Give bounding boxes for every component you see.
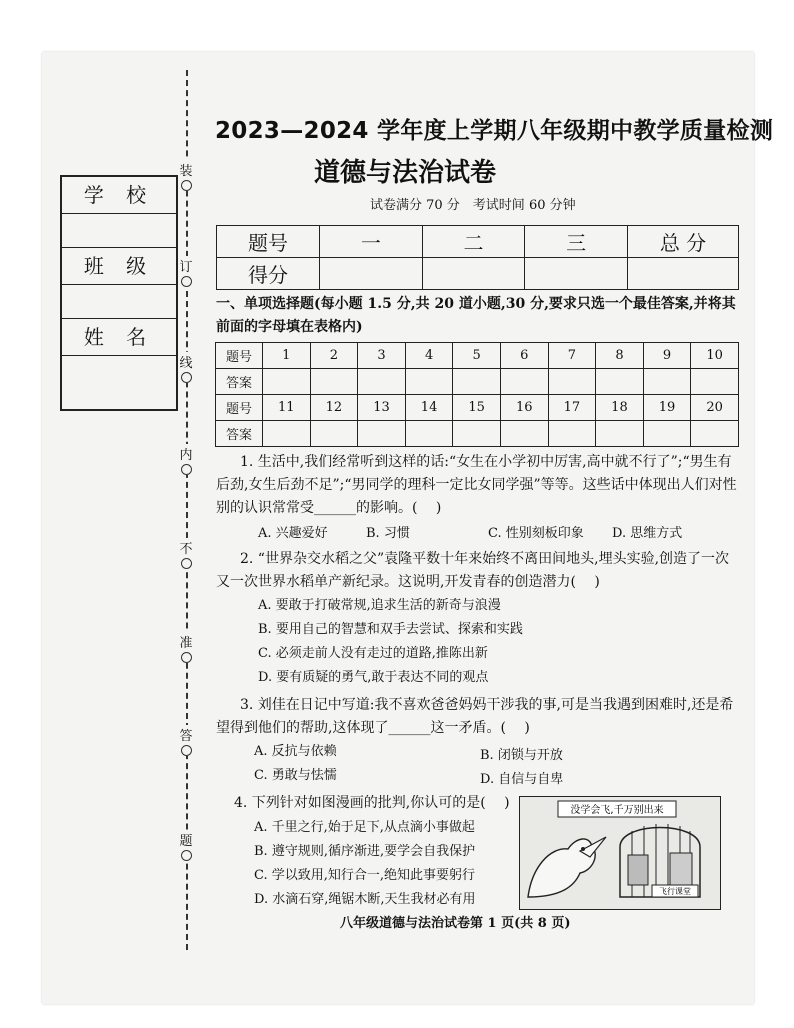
cartoon-cage-label: 飞行课堂 (659, 887, 691, 896)
answer-cell[interactable] (263, 369, 311, 395)
question-number: 16 (500, 395, 548, 421)
cartoon-caption: 没学会飞,千万别出来 (570, 805, 664, 816)
question-number: 4 (405, 343, 453, 369)
question-3-option-c[interactable]: C. 勇敢与怯懦 (254, 768, 337, 783)
score-cell[interactable] (628, 258, 739, 290)
answer-cell[interactable] (548, 369, 596, 395)
question-1-option-a[interactable]: A. 兴趣爱好 (258, 526, 328, 541)
binding-mark-da: 答 (174, 725, 198, 756)
answer-cell[interactable] (643, 421, 691, 447)
score-header-part1: 一 (320, 226, 423, 258)
binding-mark-ti: 题 (174, 830, 198, 861)
answer-cell[interactable] (500, 421, 548, 447)
question-number: 7 (548, 343, 596, 369)
score-header-label: 题号 (217, 226, 320, 258)
answer-table-label: 答案 (216, 421, 263, 447)
question-4-option-a[interactable]: A. 千里之行,始于足下,从点滴小事做起 (254, 820, 475, 835)
cartoon-drawing (520, 797, 720, 909)
school-label: 学 校 (62, 177, 176, 214)
answer-table-label: 答案 (216, 369, 263, 395)
question-4-option-c[interactable]: C. 学以致用,知行合一,绝知此事要躬行 (254, 868, 476, 883)
answer-cell[interactable] (358, 421, 406, 447)
binding-mark-zhuang: 装 (174, 160, 198, 191)
question-3-option-b[interactable]: B. 闭锁与开放 (480, 748, 563, 763)
score-cell[interactable] (320, 258, 423, 290)
score-header-part2: 二 (422, 226, 525, 258)
answer-cell[interactable] (643, 369, 691, 395)
question-4-stem: 4. 下列针对如图漫画的批判,你认可的是( ) (234, 795, 510, 811)
score-header-total: 总 分 (628, 226, 739, 258)
answer-cell[interactable] (453, 369, 501, 395)
question-3-option-a[interactable]: A. 反抗与依赖 (254, 744, 337, 759)
question-number: 12 (310, 395, 358, 421)
answer-table (215, 342, 739, 447)
answer-cell[interactable] (691, 369, 739, 395)
question-2-option-d[interactable]: D. 要有质疑的勇气,敢于表达不同的观点 (258, 670, 489, 685)
question-number: 20 (691, 395, 739, 421)
question-number: 18 (596, 395, 644, 421)
question-number: 5 (453, 343, 501, 369)
class-field[interactable] (62, 285, 176, 319)
question-2-option-a[interactable]: A. 要敢于打破常规,追求生活的新奇与浪漫 (258, 598, 501, 613)
question-1-option-c[interactable]: C. 性别刻板印象 (488, 526, 584, 541)
question-4-option-b[interactable]: B. 遵守规则,循序渐进,要学会自我保护 (254, 844, 476, 859)
section-1-heading: 一、单项选择题(每小题 1.5 分,共 20 道小题,30 分,要求只选一个最佳答案,并将其前面的字母填在表格内) (216, 296, 736, 335)
question-number: 1 (263, 343, 311, 369)
exam-meta: 试卷满分 70 分 考试时间 60 分钟 (370, 198, 576, 213)
answer-cell[interactable] (310, 369, 358, 395)
page-footer: 八年级道德与法治试卷第 1 页(共 8 页) (340, 916, 571, 931)
question-1-stem: 1. 生活中,我们经常听到这样的话:“女生在小学初中厉害,高中就不行了”;“男生有后劲,女生后劲不足”;“男同学的理科一定比女同学强”等等。这些话中体现出人们对性别的认识常常受______的影响。( ) (216, 454, 737, 516)
question-1-option-d[interactable]: D. 思维方式 (612, 526, 683, 541)
question-number: 19 (643, 395, 691, 421)
answer-cell[interactable] (453, 421, 501, 447)
question-4-option-d[interactable]: D. 水滴石穿,绳锯木断,天生我材必有用 (254, 892, 476, 907)
binding-mark-zhun: 准 (174, 632, 198, 663)
binding-mark-bu: 不 (174, 538, 198, 569)
answer-table-label: 题号 (216, 343, 263, 369)
question-number: 3 (358, 343, 406, 369)
question-number: 6 (500, 343, 548, 369)
exam-subject: 道德与法治试卷 (313, 158, 496, 188)
question-number: 13 (358, 395, 406, 421)
name-label: 姓 名 (62, 319, 176, 356)
exam-title: 2023—2024 学年度上学期八年级期中教学质量检测 (215, 118, 774, 144)
answer-cell[interactable] (358, 369, 406, 395)
answer-cell[interactable] (500, 369, 548, 395)
answer-cell[interactable] (405, 421, 453, 447)
class-label: 班 级 (62, 248, 176, 285)
score-header-part3: 三 (525, 226, 628, 258)
cartoon-illustration (519, 796, 721, 910)
question-number: 17 (548, 395, 596, 421)
answer-cell[interactable] (596, 421, 644, 447)
score-cell[interactable] (525, 258, 628, 290)
score-cell[interactable] (422, 258, 525, 290)
question-number: 2 (310, 343, 358, 369)
score-row-label: 得分 (217, 258, 320, 290)
name-field[interactable] (62, 356, 176, 389)
question-number: 8 (596, 343, 644, 369)
answer-table-label: 题号 (216, 395, 263, 421)
question-3-option-d[interactable]: D. 自信与自卑 (480, 772, 564, 787)
answer-cell[interactable] (263, 421, 311, 447)
binding-line (186, 70, 188, 950)
question-2-option-c[interactable]: C. 必须走前人没有走过的道路,推陈出新 (258, 646, 488, 661)
binding-mark-nei: 内 (174, 444, 198, 475)
answer-cell[interactable] (405, 369, 453, 395)
binding-mark-ding: 订 (174, 256, 198, 287)
answer-cell[interactable] (310, 421, 358, 447)
question-2-option-b[interactable]: B. 要用自己的智慧和双手去尝试、探索和实践 (258, 622, 523, 637)
answer-cell[interactable] (596, 369, 644, 395)
student-info-box (60, 175, 178, 411)
question-2-stem: 2. “世界杂交水稻之父”袁隆平数十年来始终不离田间地头,埋头实验,创造了一次又一次世界水稻单产新纪录。这说明,开发青春的创造潜力( ) (216, 551, 730, 590)
question-3-stem: 3. 刘佳在日记中写道:我不喜欢爸爸妈妈干涉我的事,可是当我遇到困难时,还是希望得到他们的帮助,这体现了______这一矛盾。( ) (216, 697, 734, 736)
school-field[interactable] (62, 214, 176, 248)
question-1-option-b[interactable]: B. 习惯 (366, 526, 410, 541)
question-number: 14 (405, 395, 453, 421)
answer-cell[interactable] (691, 421, 739, 447)
binding-mark-xian: 线 (174, 352, 198, 383)
question-number: 10 (691, 343, 739, 369)
question-number: 9 (643, 343, 691, 369)
question-number: 11 (263, 395, 311, 421)
question-number: 15 (453, 395, 501, 421)
answer-cell[interactable] (548, 421, 596, 447)
score-table (216, 225, 739, 290)
